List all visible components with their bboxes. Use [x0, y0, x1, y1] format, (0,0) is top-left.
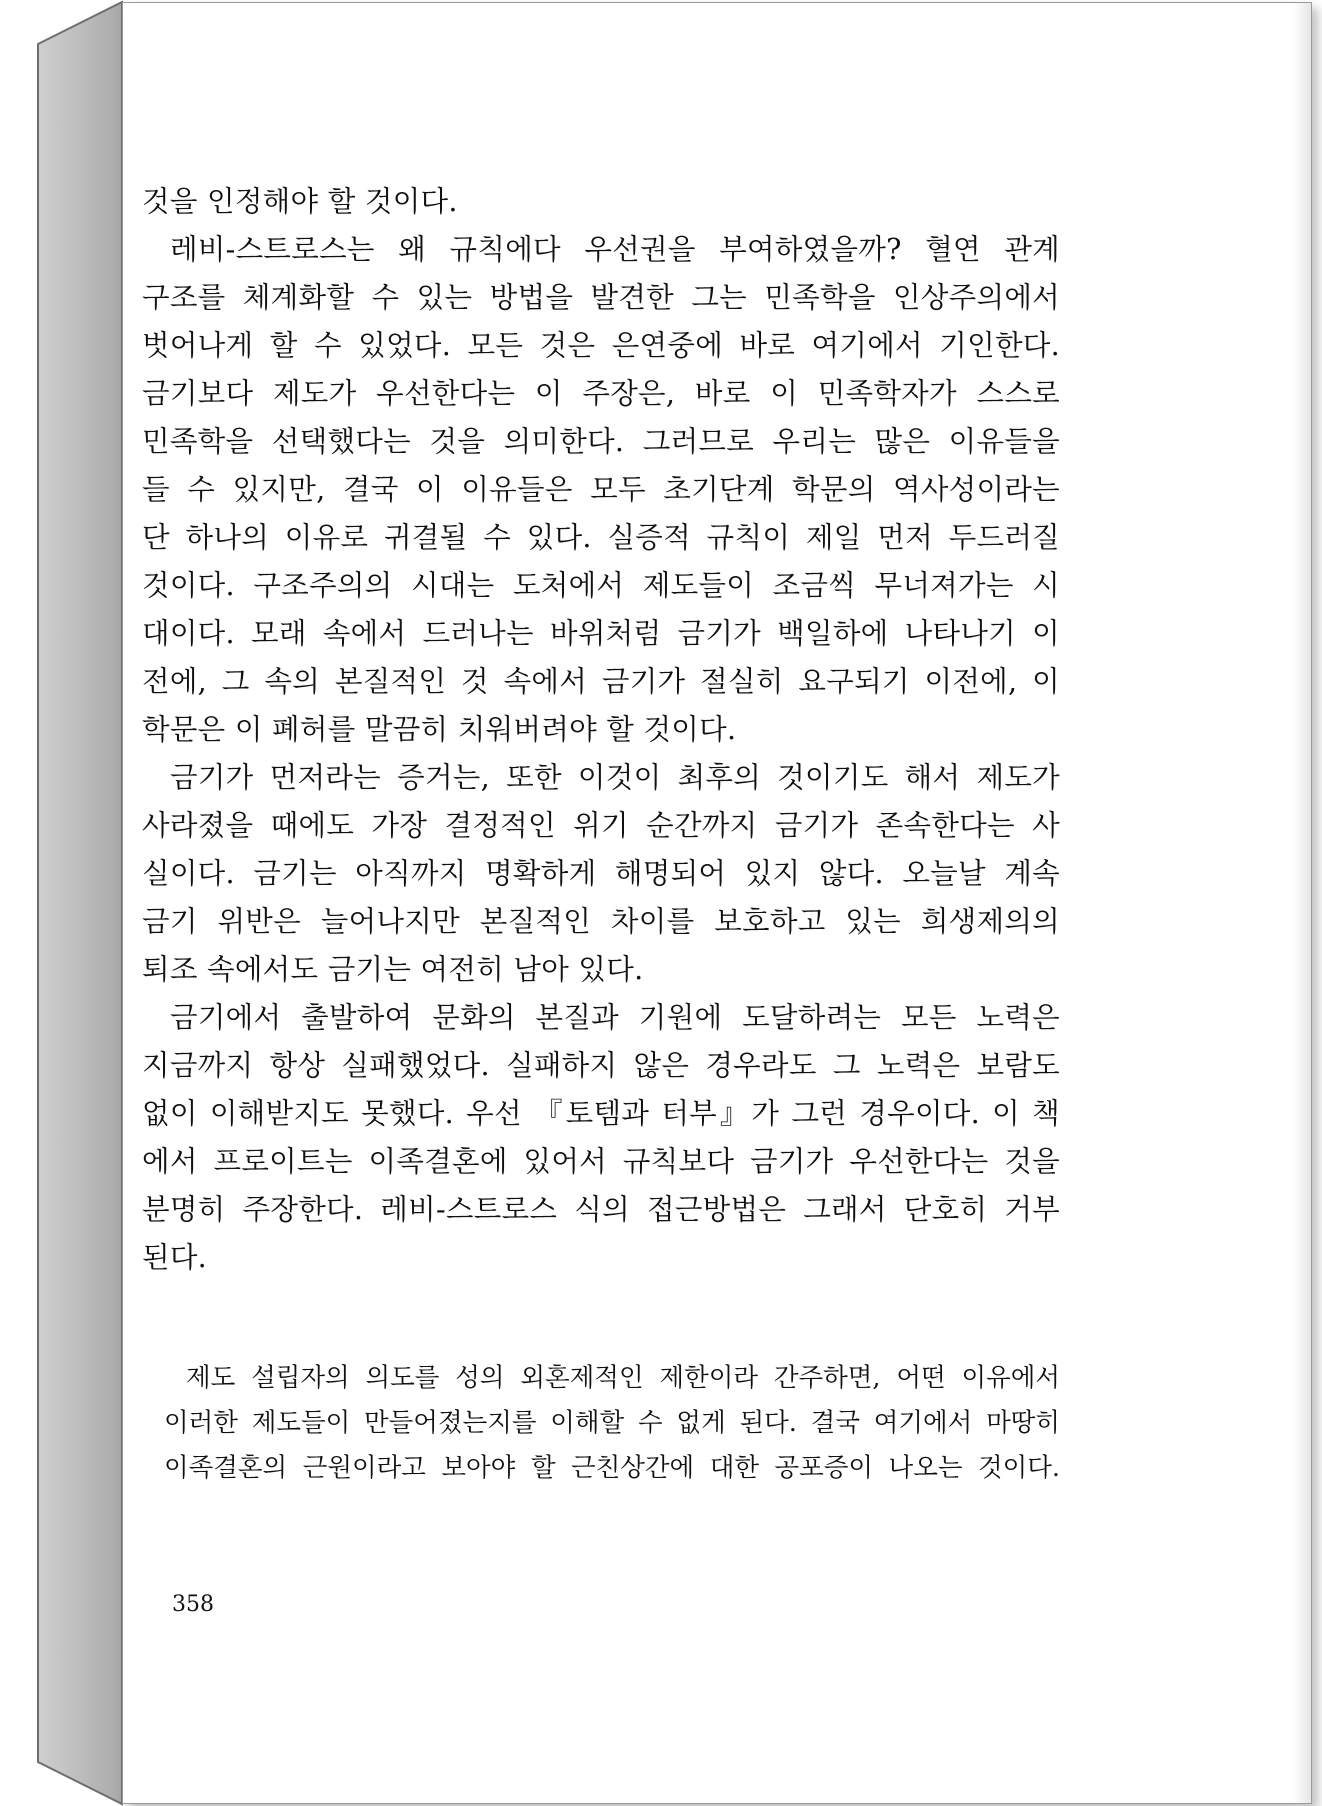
text-line: 금기에서 출발하여 문화의 본질과 기원에 도달하려는 모든 노력은	[170, 1001, 1060, 1034]
text-line: 없이 이해받지도 못했다. 우선 『토템과 터부』가 그런 경우이다. 이 책	[142, 1097, 1060, 1130]
text-line: 에서 프로이트는 이족결혼에 있어서 규칙보다 금기가 우선한다는 것을	[142, 1145, 1060, 1178]
text-line: 것이다. 구조주의의 시대는 도처에서 제도들이 조금씩 무너져가는 시	[142, 569, 1060, 602]
text-line: 대이다. 모래 속에서 드러나는 바위처럼 금기가 백일하에 나타나기 이	[142, 617, 1060, 650]
text-line: 금기가 먼저라는 증거는, 또한 이것이 최후의 것이기도 해서 제도가	[170, 761, 1060, 794]
text-line: 것을 인정해야 할 것이다.	[142, 185, 458, 218]
text-line: 학문은 이 폐허를 말끔히 치워버려야 할 것이다.	[142, 713, 737, 746]
text-line: 전에, 그 속의 본질적인 것 속에서 금기가 절실히 요구되기 이전에, 이	[142, 665, 1060, 698]
text-line: 구조를 체계화할 수 있는 방법을 발견한 그는 민족학을 인상주의에서	[142, 281, 1060, 314]
text-line: 된다.	[142, 1241, 208, 1274]
text-line: 분명히 주장한다. 레비-스트로스 식의 접근방법은 그래서 단호히 거부	[142, 1193, 1060, 1226]
text-line: 사라졌을 때에도 가장 결정적인 위기 순간까지 금기가 존속한다는 사	[142, 809, 1060, 842]
page-number: 358	[172, 1592, 214, 1617]
text-line: 금기 위반은 늘어나지만 본질적인 차이를 보호하고 있는 희생제의의	[142, 905, 1060, 938]
page-edge-shading	[1293, 3, 1311, 1803]
text-line: 민족학을 선택했다는 것을 의미한다. 그러므로 우리는 많은 이유들을	[142, 425, 1060, 458]
quote-line: 제도 설립자의 의도를 성의 외혼제적인 제한이라 간주하면, 어떤 이유에서	[186, 1363, 1060, 1393]
text-line: 실이다. 금기는 아직까지 명확하게 해명되어 있지 않다. 오늘날 계속	[142, 857, 1060, 890]
block-quote	[164, 1356, 1060, 1491]
quote-line: 이족결혼의 근원이라고 보아야 할 근친상간에 대한 공포증이 나오는 것이다.	[164, 1453, 1060, 1483]
text-line: 벗어나게 할 수 있었다. 모든 것은 은연중에 바로 여기에서 기인한다.	[142, 329, 1060, 362]
quote-line: 이러한 제도들이 만들어졌는지를 이해할 수 없게 된다. 결국 여기에서 마땅히	[164, 1408, 1060, 1438]
text-line: 금기보다 제도가 우선한다는 이 주장은, 바로 이 민족학자가 스스로	[142, 377, 1060, 410]
text-line: 지금까지 항상 실패했었다. 실패하지 않은 경우라도 그 노력은 보람도	[142, 1049, 1060, 1082]
body-text	[142, 178, 1060, 1282]
text-line: 들 수 있지만, 결국 이 이유들은 모두 초기단계 학문의 역사성이라는	[142, 473, 1060, 506]
text-line: 단 하나의 이유로 귀결될 수 있다. 실증적 규칙이 제일 먼저 두드러질	[142, 521, 1060, 554]
text-line: 레비-스트로스는 왜 규칙에다 우선권을 부여하였을까? 혈연 관계	[170, 233, 1060, 266]
text-line: 퇴조 속에서도 금기는 여전히 남아 있다.	[142, 953, 644, 986]
book-spine	[0, 0, 124, 1806]
